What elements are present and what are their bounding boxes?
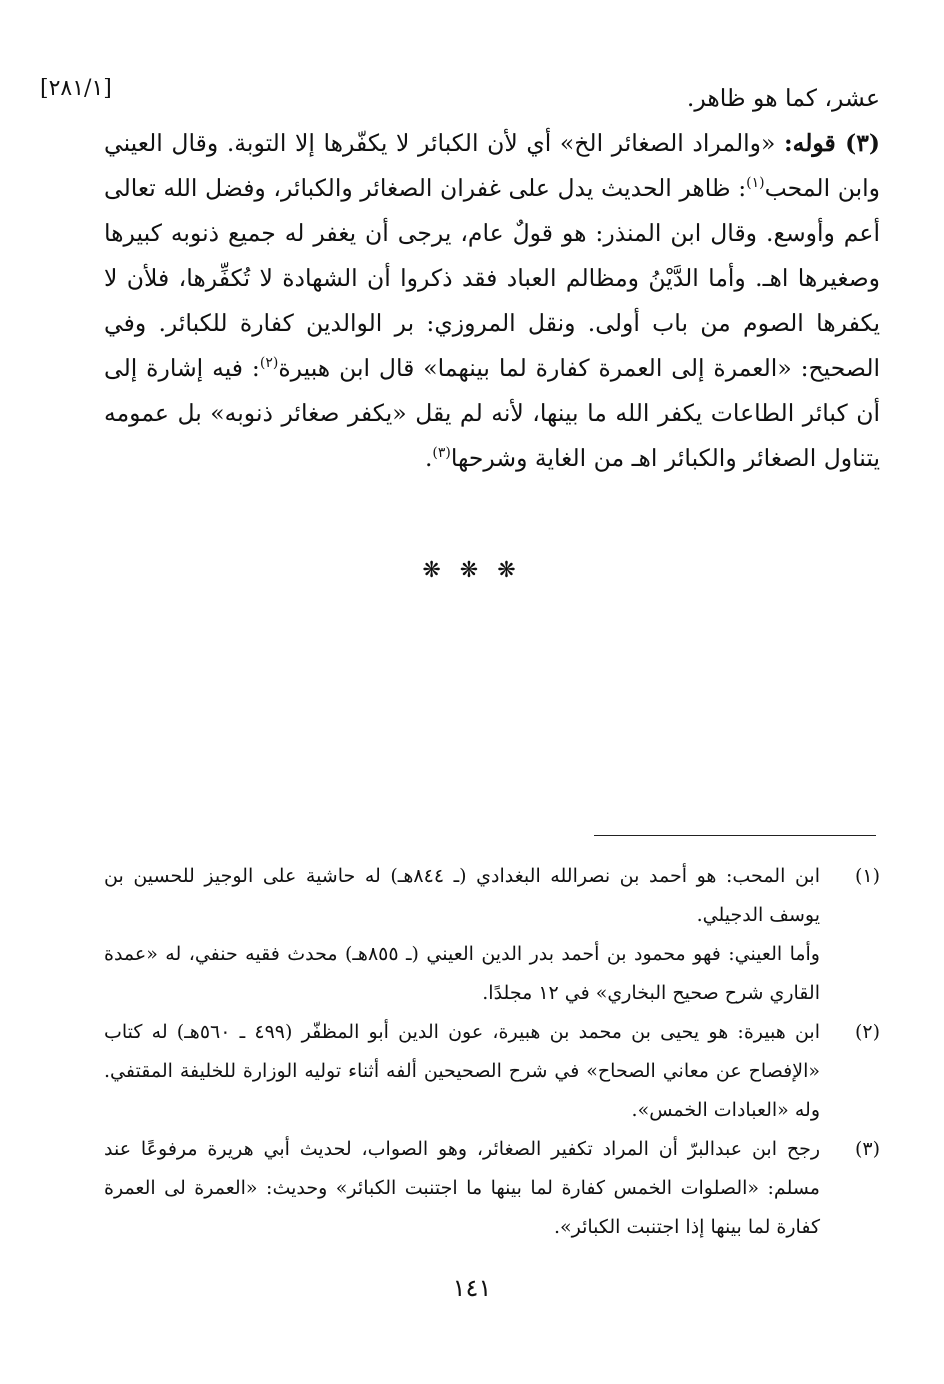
section-separator: ❋ ❋ ❋ [422, 558, 522, 583]
commentary-paragraph [104, 121, 880, 481]
paragraph-text-a: «والمراد الصغائر الخ» أي لأن الكبائر لا يكفّرها إلا التوبة. وقال العيني وابن المحب [104, 129, 881, 202]
paragraph-text-b: : ظاهر الحديث يدل على غفران الصغائر والكبائر، وفضل الله تعالى أعم وأوسع. وقال ابن المنذر: هو قولٌ عام، يرجى أن يغفر له جميع ذنوبه كبيرها وصغيرها اهـ. وأما الدَّيْنُ ومظالم العباد فقد ذكروا أن الشهادة لا تُكفِّرها، فلأن لا يكفرها الصوم من باب أولى. ونقل المروزي: بر الوالدين كفارة للكبائر. وفي الصحيح: «العمرة إلى العمرة كفارة لما بينهما» قال ابن هبيرة [104, 174, 881, 382]
footnote-body [104, 857, 820, 1013]
footnote-paragraph: رجح ابن عبدالبرّ أن المراد تكفير الصغائر، وهو الصواب، لحديث أبي هريرة مرفوعًا عند مسلم: «الصلوات الخمس كفارة لما بينها ما اجتنبت الكبائر» وحديث: «العمرة لى العمرة كفارة لما بينها إذا اجتنبت الكبائر». [104, 1138, 820, 1238]
footnote-number: (٣) [854, 1138, 880, 1160]
footnote-ref-3[interactable]: (٣) [432, 445, 451, 462]
opening-line: عشر، كما هو ظاهر. [686, 84, 880, 112]
footnotes [104, 857, 880, 1247]
footnote-number: (٢) [854, 1021, 880, 1043]
footnote-1 [104, 857, 880, 1013]
paragraph-end: . [424, 444, 433, 472]
page-number: ١٤١ [452, 1274, 492, 1302]
footnote-number: (١) [854, 865, 880, 887]
paragraph-text-c: : فيه إشارة إلى أن كبائر الطاعات يكفر الله ما بينها، لأنه لم يقل «يكفر صغائر ذنوبه» بل عمومه يتناول الصغائر والكبائر اهـ من الغاية وشرحها [104, 354, 880, 472]
footnote-body [104, 1013, 820, 1130]
footnote-ref-2[interactable]: (٢) [259, 355, 279, 372]
footnote-paragraph: ابن هبيرة: هو يحيى بن محمد بن هبيرة، عون الدين أبو المظفّر (٤٩٩ ـ ٥٦٠هـ) له كتاب «الإفصاح عن معاني الصحاح» في شرح الصحيحين ألفه أثناء توليه الوزارة للخليفة المقتفي. وله «العبادات الخمس». [104, 1021, 820, 1121]
main-text [104, 76, 880, 481]
footnote-divider [594, 835, 876, 836]
footnote-paragraph: وأما العيني: فهو محمود بن أحمد بدر الدين العيني (ـ ٨٥٥هـ) محدث فقيه حنفي، له «عمدة القاري شرح صحيح البخاري» في ١٢ مجلدًا. [104, 943, 820, 1004]
footnote-paragraph: ابن المحب: هو أحمد بن نصرالله البغدادي (ـ ٨٤٤هـ) له حاشية على الوجيز للحسين بن يوسف الدجيلي. [104, 865, 820, 926]
footnote-2 [104, 1013, 880, 1130]
note-label: (٣) قوله: [783, 129, 880, 157]
page-reference: [٢٨١/١] [40, 76, 112, 101]
footnote-ref-1[interactable]: (١) [746, 175, 765, 192]
footnote-3 [104, 1130, 880, 1247]
footnote-body [104, 1130, 820, 1247]
